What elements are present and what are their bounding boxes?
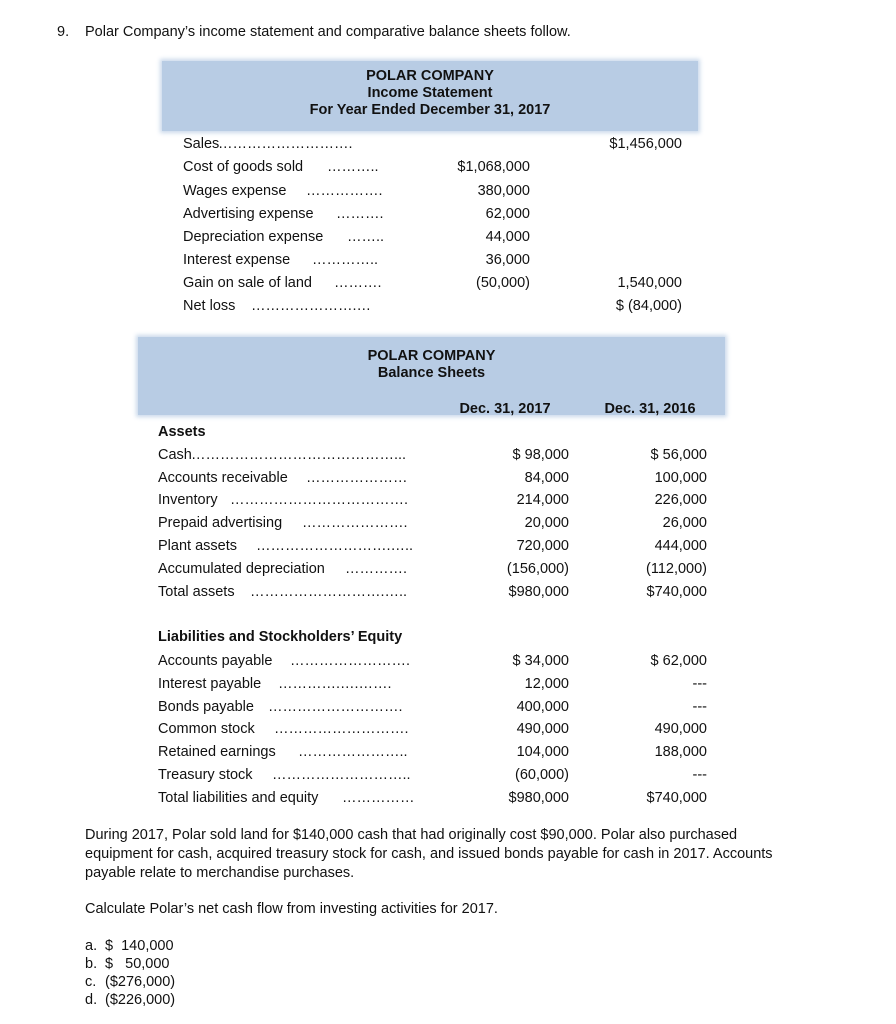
balance-value-2016: 444,000 xyxy=(654,538,707,554)
balance-sheet-header xyxy=(138,348,725,382)
income-row-amount: 36,000 xyxy=(485,252,530,268)
balance-value-2016: --- xyxy=(692,699,707,715)
income-statement-title: Income Statement xyxy=(367,85,493,101)
leader-dots: ………………….. xyxy=(298,744,408,760)
balance-row-label: Retained earnings xyxy=(158,744,276,760)
income-row-label: Interest expense xyxy=(183,252,291,268)
leader-dots: ………………….… xyxy=(251,298,372,314)
balance-value-2016: (112,000) xyxy=(646,561,707,577)
income-row-total: $1,456,000 xyxy=(609,136,682,152)
balance-sheet-title: Balance Sheets xyxy=(377,365,486,381)
income-row-total: $ (84,000) xyxy=(615,298,682,314)
balance-value-2017: 720,000 xyxy=(516,538,569,554)
option-letter: a. xyxy=(85,938,98,954)
income-row-label: Wages expense xyxy=(183,183,287,199)
income-statement-header xyxy=(162,68,698,119)
balance-row-label: Inventory xyxy=(158,492,218,508)
leader-dots: ………………………. xyxy=(268,699,403,715)
leader-dots: ………………… xyxy=(306,470,408,486)
balance-value-2016: 490,000 xyxy=(654,721,707,737)
balance-value-2017: 84,000 xyxy=(524,470,569,486)
option-text: $ 50,000 xyxy=(105,956,170,972)
leader-dots: ……………………….….. xyxy=(250,584,408,600)
balance-value-2017: 104,000 xyxy=(516,744,569,760)
option-text: ($226,000) xyxy=(105,992,176,1008)
leader-dots: ………………………. xyxy=(274,721,409,737)
balance-row-label: Plant assets xyxy=(158,538,237,554)
income-statement-period: For Year Ended December 31, 2017 xyxy=(309,102,551,118)
income-row-label: Depreciation expense xyxy=(183,229,324,245)
leader-dots: ………….….……. xyxy=(278,676,392,692)
option-letter: d. xyxy=(85,992,98,1008)
leader-dots: …….. xyxy=(347,229,385,245)
column-header-2016: Dec. 31, 2016 xyxy=(604,401,696,417)
leader-dots: ……………. xyxy=(306,183,383,199)
balance-row-label: Cash xyxy=(158,447,192,463)
liabilities-heading: Liabilities and Stockholders’ Equity xyxy=(158,629,403,645)
leader-dots: ……….. xyxy=(327,159,379,175)
income-row-total: 1,540,000 xyxy=(617,275,682,291)
balance-value-2017: $980,000 xyxy=(508,790,569,806)
balance-value-2016: 26,000 xyxy=(662,515,707,531)
option-letter: c. xyxy=(85,974,97,990)
income-row-amount: 44,000 xyxy=(485,229,530,245)
option-text: $ 140,000 xyxy=(105,938,174,954)
income-row-label: Cost of goods sold xyxy=(183,159,304,175)
leader-dots: …………. xyxy=(345,561,408,577)
balance-row-label: Common stock xyxy=(158,721,255,737)
question-number: 9. xyxy=(57,24,70,40)
balance-row-label: Accounts payable xyxy=(158,653,273,669)
balance-row-label: Interest payable xyxy=(158,676,262,692)
balance-value-2016: $740,000 xyxy=(646,790,707,806)
balance-value-2016: $740,000 xyxy=(646,584,707,600)
balance-row-label: Total liabilities and equity xyxy=(158,790,319,806)
balance-value-2017: $980,000 xyxy=(508,584,569,600)
option-text: ($276,000) xyxy=(105,974,176,990)
balance-value-2016: $ 62,000 xyxy=(650,653,707,669)
leader-dots: ………. xyxy=(336,206,384,222)
income-statement-company: POLAR COMPANY xyxy=(366,68,494,84)
balance-value-2017: 12,000 xyxy=(524,676,569,692)
balance-value-2016: 188,000 xyxy=(654,744,707,760)
income-row-label: Gain on sale of land xyxy=(183,275,312,291)
income-row-amount: (50,000) xyxy=(475,275,530,291)
balance-value-2017: $ 34,000 xyxy=(512,653,569,669)
leader-dots: …………… xyxy=(342,790,415,806)
leader-dots: ………. xyxy=(334,275,382,291)
leader-dots: ……………………………………... xyxy=(191,447,407,463)
leader-dots: ……………………….. xyxy=(272,767,411,783)
leader-dots: ………………………………. xyxy=(230,492,409,508)
balance-value-2016: 100,000 xyxy=(654,470,707,486)
income-row-label: Net loss xyxy=(183,298,236,314)
balance-value-2016: --- xyxy=(692,676,707,692)
income-row-label: Sales xyxy=(183,136,220,152)
balance-row-label: Bonds payable xyxy=(158,699,254,715)
balance-value-2016: $ 56,000 xyxy=(650,447,707,463)
balance-value-2017: (156,000) xyxy=(506,561,569,577)
balance-value-2017: (60,000) xyxy=(514,767,569,783)
balance-row-label: Treasury stock xyxy=(158,767,253,783)
balance-row-label: Accumulated depreciation xyxy=(158,561,325,577)
balance-value-2017: $ 98,000 xyxy=(512,447,569,463)
option-letter: b. xyxy=(85,956,98,972)
balance-row-label: Total assets xyxy=(158,584,235,600)
leader-dots: ……………………. xyxy=(290,653,411,669)
income-row-amount: $1,068,000 xyxy=(457,159,530,175)
leader-dots: …………………. xyxy=(302,515,408,531)
question-prompt: Calculate Polar’s net cash flow from investing activities for 2017. xyxy=(85,901,498,917)
income-row-label: Advertising expense xyxy=(183,206,314,222)
balance-sheet-company: POLAR COMPANY xyxy=(367,348,496,364)
balance-value-2016: 226,000 xyxy=(654,492,707,508)
balance-value-2017: 214,000 xyxy=(516,492,569,508)
leader-dots: ……………………….….. xyxy=(256,538,414,554)
question-text: Polar Company’s income statement and comparative balance sheets follow. xyxy=(85,24,571,40)
income-row-amount: 380,000 xyxy=(477,183,530,199)
balance-value-2017: 20,000 xyxy=(524,515,569,531)
balance-value-2016: --- xyxy=(692,767,707,783)
balance-value-2017: 490,000 xyxy=(516,721,569,737)
narrative-paragraph: During 2017, Polar sold land for $140,000 cash that had originally cost $90,000. Polar also purchased equipment for cash, acquired treasury stock for cash, and issued bonds payable for cash in 2017. Accounts payable relate to merchandise purchases. xyxy=(85,827,773,881)
balance-row-label: Prepaid advertising xyxy=(158,515,283,531)
balance-row-label: Accounts receivable xyxy=(158,470,288,486)
leader-dots: ………………………. xyxy=(218,136,353,152)
income-row-amount: 62,000 xyxy=(485,206,530,222)
assets-heading: Assets xyxy=(158,424,206,440)
leader-dots: ………….. xyxy=(312,252,379,268)
balance-value-2017: 400,000 xyxy=(516,699,569,715)
column-header-2017: Dec. 31, 2017 xyxy=(459,401,551,417)
